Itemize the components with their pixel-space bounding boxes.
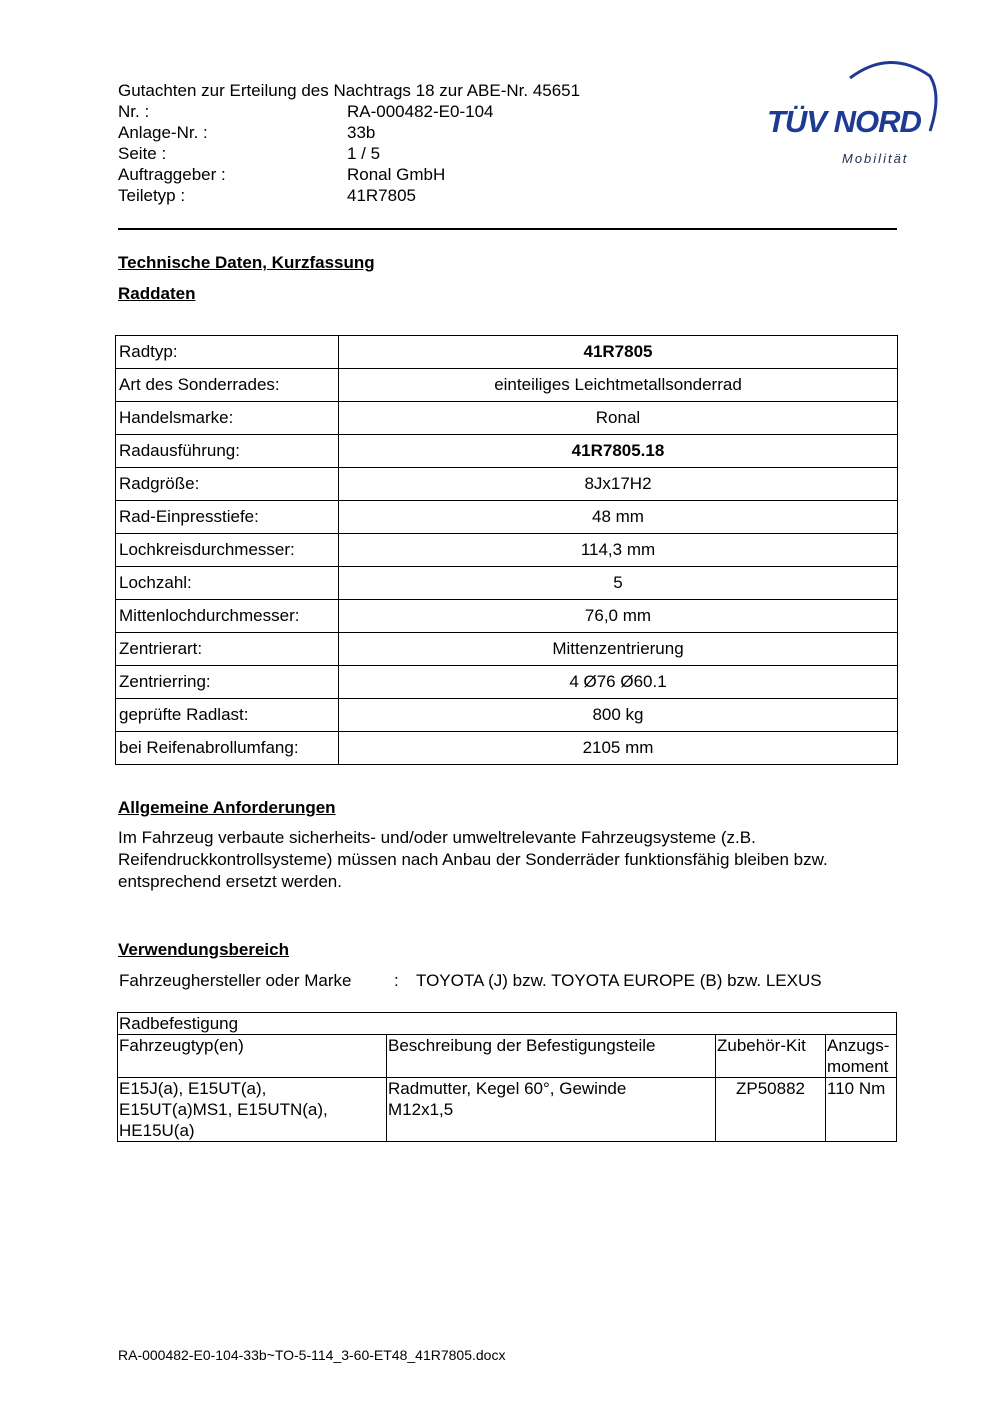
- manufacturer-label: Fahrzeughersteller oder Marke: [119, 971, 352, 990]
- section-heading-technische-daten: Technische Daten, Kurzfassung: [118, 253, 375, 272]
- table-row: [116, 600, 898, 633]
- document-title: Gutachten zur Erteilung des Nachtrags 18 zur ABE-Nr. 45651: [118, 81, 581, 100]
- table-row: [116, 501, 898, 534]
- row-label: Art des Sonderrades:: [116, 369, 339, 402]
- column-header: Fahrzeugtyp(en): [118, 1035, 387, 1078]
- column-header: Beschreibung der Befestigungsteile: [387, 1035, 716, 1078]
- table-row: [116, 666, 898, 699]
- header-label: Nr. :: [118, 102, 150, 121]
- row-value: 41R7805: [339, 336, 898, 369]
- row-value: 4 Ø76 Ø60.1: [339, 666, 898, 699]
- header-label: Anlage-Nr. :: [118, 123, 208, 142]
- row-value: 8Jx17H2: [339, 468, 898, 501]
- row-label: geprüfte Radlast:: [116, 699, 339, 732]
- section-heading-anforderungen: Allgemeine Anforderungen: [118, 798, 336, 817]
- row-value: 5: [339, 567, 898, 600]
- table-row: [116, 732, 898, 765]
- raddaten-table: [115, 335, 898, 765]
- manufacturer-value: TOYOTA (J) bzw. TOYOTA EUROPE (B) bzw. LEXUS: [416, 971, 822, 990]
- header-row-seite: [118, 143, 678, 164]
- row-label: bei Reifenabrollumfang:: [116, 732, 339, 765]
- row-label: Zentrierring:: [116, 666, 339, 699]
- header-value: 1 / 5: [347, 144, 381, 163]
- tuev-nord-logo: [760, 56, 950, 176]
- row-value: 76,0 mm: [339, 600, 898, 633]
- manufacturer-line: [119, 970, 822, 991]
- row-label: Lochkreisdurchmesser:: [116, 534, 339, 567]
- header-row-auftraggeber: [118, 164, 678, 185]
- table-title-row: [118, 1013, 897, 1035]
- section-heading-verwendungsbereich: Verwendungsbereich: [118, 940, 289, 959]
- row-value: Ronal: [339, 402, 898, 435]
- row-value: 800 kg: [339, 699, 898, 732]
- header-value: RA-000482-E0-104: [347, 102, 494, 121]
- row-label: Mittenlochdurchmesser:: [116, 600, 339, 633]
- table-row: [116, 534, 898, 567]
- anforderungen-text: [118, 827, 898, 893]
- header-value: 41R7805: [347, 186, 417, 205]
- row-value: 48 mm: [339, 501, 898, 534]
- column-header: Anzugs- moment: [826, 1035, 897, 1078]
- header-row-teiletyp: [118, 185, 678, 206]
- header-value: 33b: [347, 123, 376, 142]
- table-row: [116, 633, 898, 666]
- text-line: Reifendruckkontrollsysteme) müssen nach Anbau der Sonderräder funktionsfähig bleiben bzw.: [118, 850, 828, 869]
- row-label: Zentrierart:: [116, 633, 339, 666]
- table-row: [116, 699, 898, 732]
- table-title: Radbefestigung: [118, 1013, 897, 1035]
- header-label: Seite :: [118, 144, 167, 163]
- table-cell-beschreibung: Radmutter, Kegel 60°, Gewinde M12x1,5: [387, 1078, 716, 1142]
- row-label: Radtyp:: [116, 336, 339, 369]
- table-cell-kit: ZP50882: [716, 1078, 826, 1142]
- row-value: 41R7805.18: [339, 435, 898, 468]
- manufacturer-separator: :: [394, 971, 399, 990]
- row-value: Mittenzentrierung: [339, 633, 898, 666]
- logo-brand: TÜV NORD: [767, 104, 921, 139]
- section-subheading-raddaten: Raddaten: [118, 284, 196, 303]
- table-row: [116, 567, 898, 600]
- document-header: [118, 80, 678, 206]
- table-row: [116, 369, 898, 402]
- table-cell-typen: E15J(a), E15UT(a), E15UT(a)MS1, E15UTN(a), HE15U(a): [118, 1078, 387, 1142]
- table-row: [116, 468, 898, 501]
- table-row: [116, 435, 898, 468]
- logo-subtitle: Mobilität: [842, 151, 909, 166]
- row-value: 114,3 mm: [339, 534, 898, 567]
- header-row-anlage: [118, 122, 678, 143]
- header-divider: [118, 228, 897, 230]
- table-row: [116, 402, 898, 435]
- row-label: Rad-Einpresstiefe:: [116, 501, 339, 534]
- row-value: 2105 mm: [339, 732, 898, 765]
- header-row-nr: [118, 101, 678, 122]
- header-label: Auftraggeber :: [118, 165, 226, 184]
- header-label: Teiletyp :: [118, 186, 186, 205]
- row-value: einteiliges Leichtmetallsonderrad: [339, 369, 898, 402]
- row-label: Radausführung:: [116, 435, 339, 468]
- table-row: [118, 1078, 897, 1142]
- table-row: [116, 336, 898, 369]
- header-value: Ronal GmbH: [347, 165, 446, 184]
- radbefestigung-table: [117, 1012, 897, 1142]
- footer-filename: RA-000482-E0-104-33b~TO-5-114_3-60-ET48_41R7805.docx: [118, 1347, 506, 1363]
- table-cell-moment: 110 Nm: [826, 1078, 897, 1142]
- row-label: Lochzahl:: [116, 567, 339, 600]
- text-line: entsprechend ersetzt werden.: [118, 872, 342, 891]
- column-header: Zubehör-Kit: [716, 1035, 826, 1078]
- row-label: Handelsmarke:: [116, 402, 339, 435]
- row-label: Radgröße:: [116, 468, 339, 501]
- table-header-row: [118, 1035, 897, 1078]
- text-line: Im Fahrzeug verbaute sicherheits- und/oder umweltrelevante Fahrzeugsysteme (z.B.: [118, 828, 756, 847]
